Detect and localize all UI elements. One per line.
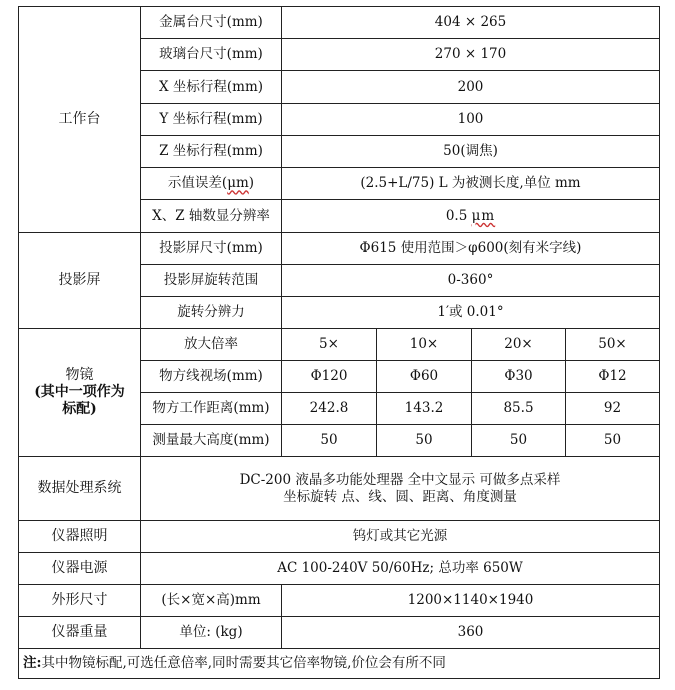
- spec-label: 投影屏尺寸(mm): [141, 233, 282, 265]
- spec-value: 270 × 170: [282, 39, 660, 71]
- spec-cell: Φ30: [472, 361, 566, 393]
- spec-cell: 92: [566, 393, 660, 425]
- spec-label: Y 坐标行程(mm): [141, 104, 282, 136]
- category-data-processing: 数据处理系统: [19, 457, 141, 521]
- table-row: [19, 329, 660, 361]
- spec-cell: 242.8: [282, 393, 377, 425]
- spec-label: 物方线视场(mm): [141, 361, 282, 393]
- spec-cell: 85.5: [472, 393, 566, 425]
- unit-text: μm: [471, 207, 496, 224]
- category-objective: [19, 329, 141, 457]
- spec-label: 放大倍率: [141, 329, 282, 361]
- spec-table: [18, 6, 660, 679]
- category-illumination: 仪器照明: [19, 521, 141, 553]
- spec-value: 200: [282, 71, 660, 104]
- spec-label: 投影屏旋转范围: [141, 265, 282, 297]
- spec-value-data-processing: [141, 457, 660, 521]
- spec-label: 金属台尺寸(mm): [141, 7, 282, 39]
- spec-cell: Φ60: [377, 361, 472, 393]
- category-power: 仪器电源: [19, 553, 141, 585]
- spec-cell: 50: [377, 425, 472, 457]
- note: [19, 649, 660, 679]
- spec-value: 100: [282, 104, 660, 136]
- spec-label: 玻璃台尺寸(mm): [141, 39, 282, 71]
- spec-value: Φ615 使用范围＞φ600(刻有米字线): [282, 233, 660, 265]
- spec-cell: 50: [566, 425, 660, 457]
- spec-value: AC 100-240V 50/60Hz; 总功率 650W: [141, 553, 660, 585]
- spec-value: 0-360°: [282, 265, 660, 297]
- label-part: 示值误差(: [167, 175, 228, 192]
- table-row: [19, 553, 660, 585]
- value-line: DC-200 液晶多功能处理器 全中文显示 可做多点采样: [239, 472, 561, 489]
- spec-label: 单位: (kg): [141, 617, 282, 649]
- spec-value: 360: [282, 617, 660, 649]
- spec-label-error: [141, 168, 282, 200]
- table-row: [19, 617, 660, 649]
- spec-label: (长×宽×高)mm: [141, 585, 282, 617]
- table-row: [19, 457, 660, 521]
- spec-cell: 50: [282, 425, 377, 457]
- spec-cell: Φ12: [566, 361, 660, 393]
- category-dimensions: 外形尺寸: [19, 585, 141, 617]
- spec-cell: 50×: [566, 329, 660, 361]
- spec-label: X 坐标行程(mm): [141, 71, 282, 104]
- spec-label: Z 坐标行程(mm): [141, 136, 282, 168]
- spec-cell: 20×: [472, 329, 566, 361]
- spec-label: 旋转分辨力: [141, 297, 282, 329]
- table-row: [19, 233, 660, 265]
- table-row: [19, 649, 660, 679]
- spec-label: 测量最大高度(mm): [141, 425, 282, 457]
- category-line: (其中一项作为: [34, 384, 125, 401]
- spec-cell: 143.2: [377, 393, 472, 425]
- spec-label: X、Z 轴数显分辨率: [141, 200, 282, 233]
- spec-value: 404 × 265: [282, 7, 660, 39]
- spec-label: 物方工作距离(mm): [141, 393, 282, 425]
- value-part: 0.5: [445, 207, 472, 224]
- category-projection: 投影屏: [19, 233, 141, 329]
- category-workbench: 工作台: [19, 7, 141, 233]
- spec-value-resolution: [282, 200, 660, 233]
- note-text: 其中物镜标配,可选任意倍率,同时需要其它倍率物镜,价位会有所不同: [41, 655, 446, 672]
- table-row: [19, 585, 660, 617]
- spec-value: 1′或 0.01°: [282, 297, 660, 329]
- label-part: ): [248, 175, 255, 192]
- note-label: 注:: [23, 655, 42, 672]
- spec-value: 1200×1140×1940: [282, 585, 660, 617]
- table-row: [19, 521, 660, 553]
- value-line: 坐标旋转 点、线、圆、距离、角度测量: [283, 488, 517, 505]
- spec-cell: 5×: [282, 329, 377, 361]
- spec-value: (2.5+L/75) L 为被测长度,单位 mm: [282, 168, 660, 200]
- category-weight: 仪器重量: [19, 617, 141, 649]
- category-line: 物镜: [65, 367, 94, 384]
- spec-cell: 50: [472, 425, 566, 457]
- spec-cell: 10×: [377, 329, 472, 361]
- spec-value: 钨灯或其它光源: [141, 521, 660, 553]
- spec-cell: Φ120: [282, 361, 377, 393]
- category-line: 标配): [62, 400, 97, 417]
- spec-value: 50(调焦): [282, 136, 660, 168]
- table-row: [19, 7, 660, 39]
- unit-text: μm: [227, 175, 249, 192]
